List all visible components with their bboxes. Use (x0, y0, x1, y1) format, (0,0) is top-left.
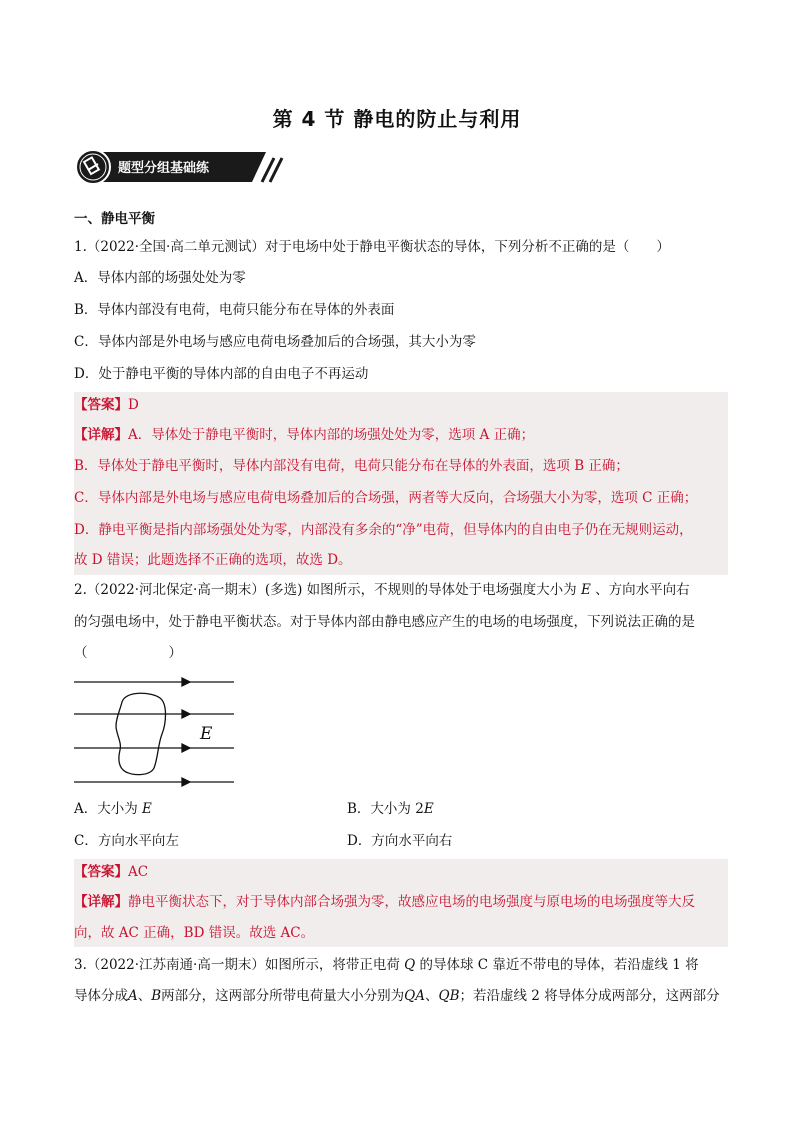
q1-answer: 【答案】D (74, 397, 139, 413)
q3-stem-line1: 3.（2022·江苏南通·高一期末）如图所示，将带正电荷 Q 的导体球 C 靠近不带电的导体，若沿虚线 1 将 (74, 957, 699, 973)
q2-detail-line1: 【详解】静电平衡状态下，对于导体内部合场强为零，故感应电场的电场强度与原电场的电场强度等大反 (74, 894, 695, 910)
q2-answer: 【答案】AC (74, 864, 149, 880)
section-heading: 一、静电平衡 (74, 211, 155, 227)
q1-option-a: A．导体内部的场强处处为零 (74, 270, 246, 286)
q1-detail-e: 故 D 错误；此题选择不正确的选项，故选 D。 (74, 552, 352, 568)
q1-stem: 1.（2022·全国·高二单元测试）对于电场中处于静电平衡状态的导体，下列分析不正确的是（ ） (74, 239, 670, 255)
q2-stem-line1: 2.（2022·河北保定·高一期末）(多选) 如图所示，不规则的导体处于电场强度大小为 E 、方向水平向右 (74, 582, 690, 598)
q1-option-d: D．处于静电平衡的导体内部的自由电子不再运动 (74, 366, 369, 382)
q2-stem-line2: 的匀强电场中，处于静电平衡状态。对于导体内部由静电感应产生的电场的电场强度，下列说法正确的是 (74, 614, 695, 630)
q2-detail-line2: 向，故 AC 正确，BD 错误。故选 AC。 (74, 925, 315, 941)
section-banner (74, 148, 284, 186)
electric-field-figure (74, 672, 236, 792)
q2-stem-line3: （ ） (74, 645, 182, 661)
q1-answer-box (74, 392, 728, 575)
banner-label: 题型分组基础练 (118, 161, 210, 176)
q1-detail-d: D．静电平衡是指内部场强处处为零，内部没有多余的“净”电荷，但导体内的自由电子仍在无规则运动， (74, 522, 693, 538)
page-title: 第 4 节 静电的防止与利用 (272, 107, 522, 131)
q2-option-b: B．大小为 2E (347, 801, 434, 817)
q1-detail-a: 【详解】A．导体处于静电平衡时，导体内部的场强处处为零，选项 A 正确； (74, 427, 535, 443)
q3-stem-line2: 导体分成A、B两部分，这两部分所带电荷量大小分别为QA、QB；若沿虚线 2 将导体分成两部分，这两部分 (74, 988, 720, 1004)
q1-option-b: B．导体内部没有电荷，电荷只能分布在导体的外表面 (74, 302, 395, 318)
field-label: E (200, 724, 213, 744)
q2-option-c: C．方向水平向左 (74, 833, 179, 849)
q2-option-a: A．大小为 E (74, 801, 152, 817)
q1-detail-c: C．导体内部是外电场与感应电荷电场叠加后的合场强，两者等大反向，合场强大小为零，选项 C 正确； (74, 490, 698, 506)
q1-option-c: C．导体内部是外电场与感应电荷电场叠加后的合场强，其大小为零 (74, 334, 476, 350)
q1-detail-b: B．导体处于静电平衡时，导体内部没有电荷，电荷只能分布在导体的外表面，选项 B 正确； (74, 458, 629, 474)
q2-option-d: D．方向水平向右 (347, 833, 453, 849)
